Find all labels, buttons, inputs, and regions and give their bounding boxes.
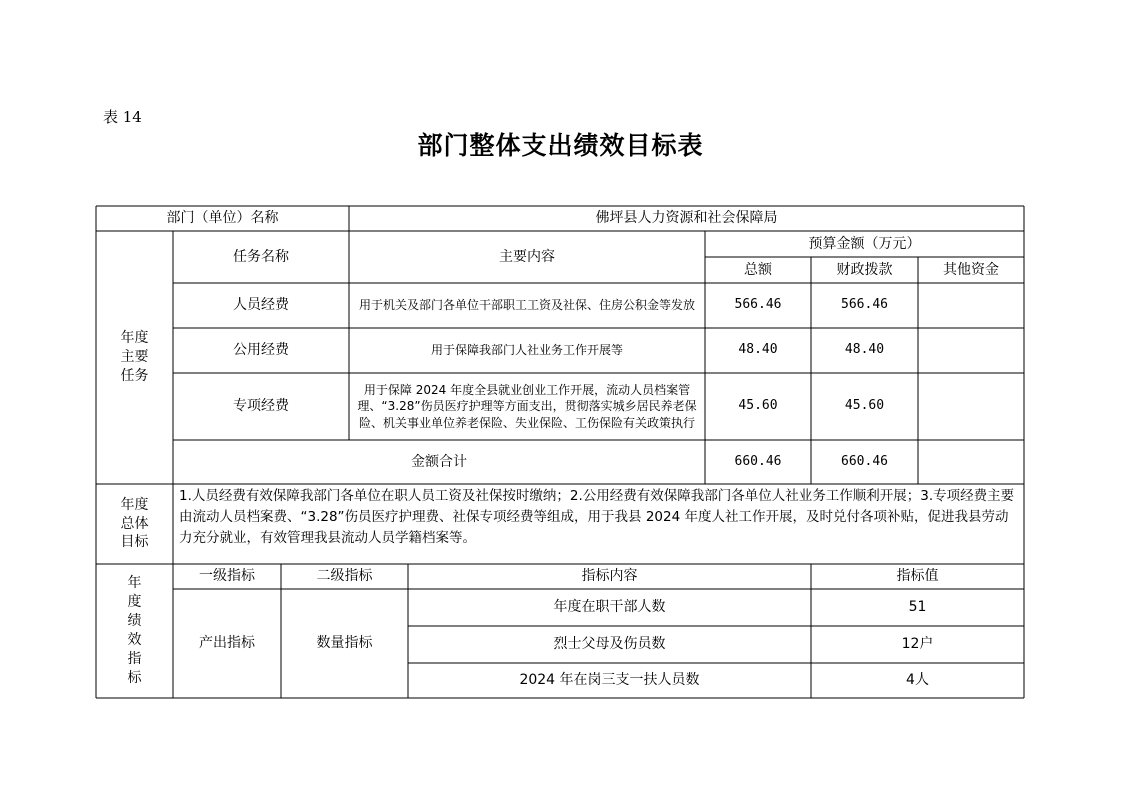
sum-label: 金额合计 — [411, 453, 467, 470]
task-total: 48.40 — [738, 342, 778, 358]
sum-total: 660.46 — [734, 453, 782, 469]
header-task-name: 任务名称 — [233, 248, 289, 265]
task-total: 566.46 — [734, 297, 782, 313]
table-number: 表 14 — [103, 108, 142, 126]
sum-other — [918, 440, 1024, 484]
header-content: 主要内容 — [499, 248, 555, 265]
header-other: 其他资金 — [943, 261, 999, 278]
task-fiscal: 45.60 — [844, 398, 885, 414]
task-name: 公用经费 — [233, 342, 289, 359]
task-other — [918, 283, 1024, 328]
dept-value: 佛坪县人力资源和社会保障局 — [595, 210, 778, 227]
indicators-label — [96, 564, 173, 698]
task-content: 用于保障 2024 年度全县就业创业工作开展，流动人员档案管理、“3.28”伤员医疗护理等方面支出，贯彻落实城乡居民养老保险、机关事业单位养老保险、失业保险、工伤保险有关政策执行 — [357, 383, 697, 430]
header-indicator-content: 指标内容 — [581, 568, 638, 585]
indicators-label-text: 年度绩效指标 — [127, 575, 142, 686]
task-fiscal: 48.40 — [844, 342, 885, 358]
tasks-row-label — [96, 231, 173, 484]
dept-label: 部门（单位）名称 — [166, 210, 279, 227]
task-other — [918, 328, 1024, 373]
header-budget: 预算金额（万元） — [808, 235, 921, 252]
task-total: 45.60 — [738, 398, 778, 414]
header-total: 总额 — [744, 261, 772, 278]
tasks-row-label-text: 年度主要任务 — [120, 330, 149, 384]
goal-label — [96, 484, 173, 564]
indicator-content: 年度在职干部人数 — [553, 599, 666, 616]
indicator-level1: 产出指标 — [199, 635, 255, 652]
sum-fiscal: 660.46 — [841, 453, 888, 469]
task-name: 专项经费 — [233, 398, 289, 415]
header-level2: 二级指标 — [316, 568, 373, 585]
indicator-value: 4人 — [906, 672, 929, 689]
header-indicator-value: 指标值 — [896, 568, 939, 585]
header-fiscal: 财政拨款 — [836, 261, 893, 278]
task-other — [918, 373, 1024, 440]
goal-text: 1.人员经费有效保障我部门各单位在职人员工资及社保按时缴纳；2.公用经费有效保障我部门各单位人社业务工作顺利开展；3.专项经费主要由流动人员档案费、“3.28”伤员医疗护理费、社保专项经费等组成，用于我县 2024 年度人社工作开展，及时兑付各项补贴，促进我县劳动力充分就业，有效管理我县流动人员学籍档案等。 — [179, 488, 1015, 546]
task-content: 用于机关及部门各单位干部职工工资及社保、住房公积金等发放 — [358, 298, 695, 313]
task-content: 用于保障我部门人社业务工作开展等 — [430, 343, 623, 358]
task-name: 人员经费 — [233, 297, 289, 314]
indicator-level2: 数量指标 — [316, 635, 373, 652]
page-title: 部门整体支出绩效目标表 — [417, 131, 704, 160]
header-level1: 一级指标 — [199, 568, 255, 585]
indicator-content: 2024 年在岗三支一扶人员数 — [519, 672, 700, 689]
goal-label-text: 年度总体目标 — [120, 496, 149, 551]
indicator-value: 51 — [908, 599, 927, 616]
indicator-content: 烈士父母及伤员数 — [553, 636, 666, 653]
task-fiscal: 566.46 — [841, 297, 888, 313]
indicator-value: 12户 — [901, 636, 934, 653]
